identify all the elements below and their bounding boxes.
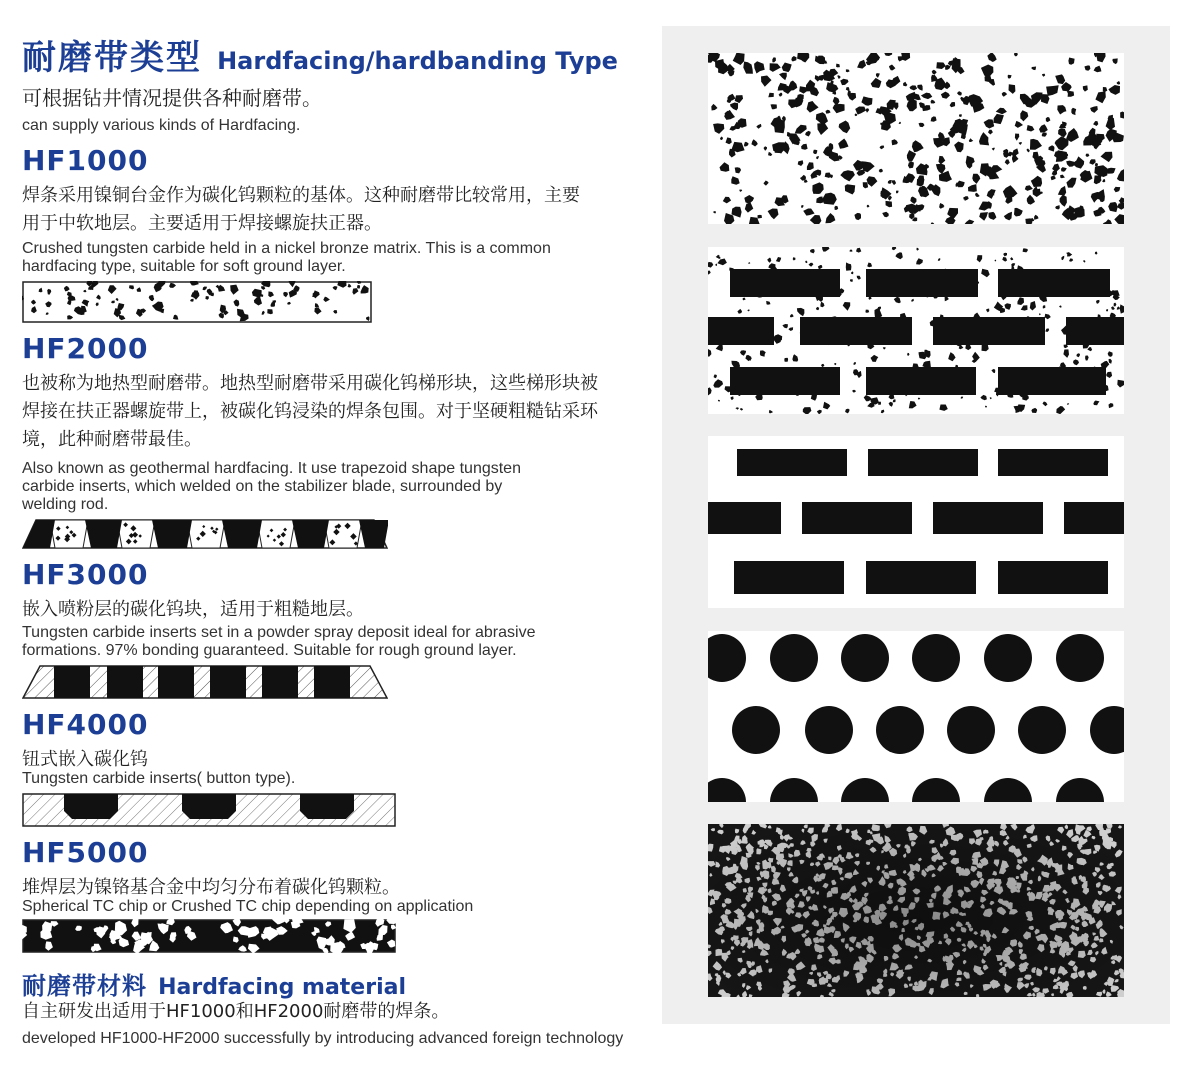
hf2000-desc-en-2: carbide inserts, which welded on the stabilizer blade, surrounded by <box>22 478 503 495</box>
hf5000-strip-diagram <box>22 919 396 953</box>
hf2000-desc-cn-3: 境，此种耐磨带最佳。 <box>22 429 202 450</box>
hf1000-desc-cn-2: 用于中软地层。主要适用于焊接螺旋扶正器。 <box>22 213 382 234</box>
hf3000-sample-image <box>708 436 1124 608</box>
hf1000-sample-image <box>708 53 1124 224</box>
hf1000-desc-en-1: Crushed tungsten carbide held in a nickel bronze matrix. This is a common <box>22 240 551 257</box>
material-title-en: Hardfacing material <box>158 975 407 1000</box>
page-title <box>22 30 618 79</box>
hf4000-code: HF4000 <box>22 708 149 741</box>
hf3000-code: HF3000 <box>22 558 149 591</box>
title-en: Hardfacing/hardbanding Type <box>217 47 618 75</box>
hf5000-code: HF5000 <box>22 836 149 869</box>
hf1000-desc-en-2: hardfacing type, suitable for soft ground layer. <box>22 258 346 275</box>
hf4000-desc-cn-1: 钮式嵌入碳化钨 <box>22 749 148 770</box>
hf5000-desc-cn-1: 堆焊层为镍铬基合金中均匀分布着碳化钨颗粒。 <box>22 877 400 898</box>
hf3000-desc-en-2: formations. 97% bonding guaranteed. Suitable for rough ground layer. <box>22 642 517 659</box>
hf5000-sample-image <box>708 824 1124 997</box>
material-heading <box>22 966 406 1001</box>
hf2000-desc-cn-2: 焊接在扶正器螺旋带上，被碳化钨浸染的焊条包围。对于坚硬粗糙钻采环 <box>22 401 598 422</box>
hf3000-desc-en-1: Tungsten carbide inserts set in a powder spray deposit ideal for abrasive <box>22 624 536 641</box>
hf2000-desc-cn-1: 也被称为地热型耐磨带。地热型耐磨带采用碳化钨梯形块，这些梯形块被 <box>22 373 598 394</box>
hf4000-sample-image <box>708 631 1124 802</box>
intro-en: can supply various kinds of Hardfacing. <box>22 117 301 134</box>
hf5000-desc-en-1: Spherical TC chip or Crushed TC chip depending on application <box>22 898 474 915</box>
hf2000-strip-diagram <box>22 519 388 549</box>
hf3000-strip-diagram <box>22 665 388 699</box>
hf4000-desc-en-1: Tungsten carbide inserts( button type). <box>22 770 296 787</box>
hf1000-strip-diagram <box>22 281 372 323</box>
hf2000-desc-en-3: welding rod. <box>22 496 109 513</box>
hf2000-sample-image <box>708 247 1124 414</box>
hf1000-desc-cn-1: 焊条采用镍铜台金作为碳化钨颗粒的基体。这种耐磨带比较常用，主要 <box>22 185 580 206</box>
hf1000-code: HF1000 <box>22 144 149 177</box>
material-title-cn: 耐磨带材料 <box>22 972 147 1000</box>
intro-cn: 可根据钻井情况提供各种耐磨带。 <box>22 86 322 110</box>
hf2000-desc-en-1: Also known as geothermal hardfacing. It use trapezoid shape tungsten <box>22 460 521 477</box>
title-cn: 耐磨带类型 <box>22 38 202 78</box>
hf4000-strip-diagram <box>22 793 396 827</box>
hf3000-desc-cn-1: 嵌入喷粉层的碳化钨块，适用于粗糙地层。 <box>22 599 364 620</box>
material-desc-en: developed HF1000-HF2000 successfully by introducing advanced foreign technology <box>22 1030 624 1047</box>
material-desc-cn: 自主研发出适用于HF1000和HF2000耐磨带的焊条。 <box>22 1001 450 1022</box>
hf2000-code: HF2000 <box>22 332 149 365</box>
